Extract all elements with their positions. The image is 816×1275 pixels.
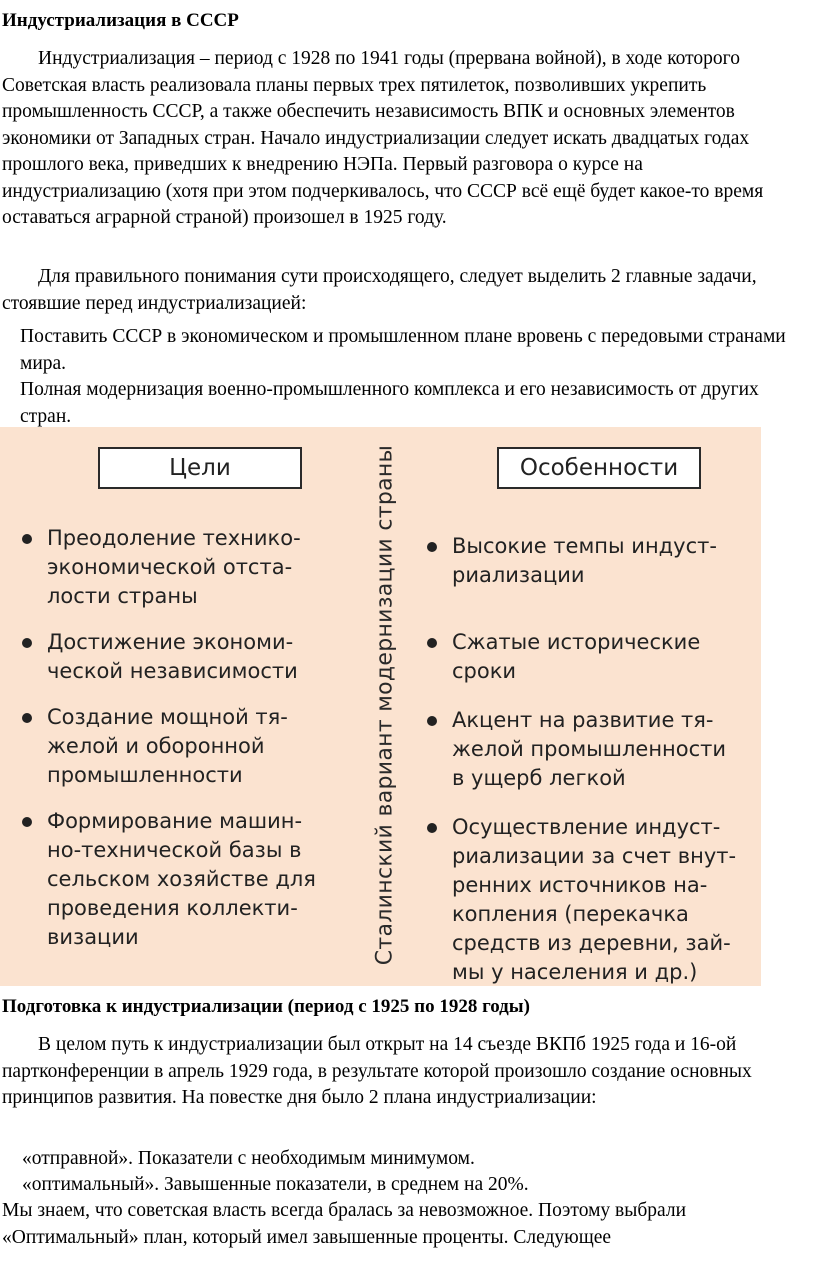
- intro-paragraph: Индустриализация – период с 1928 по 1941 годы (прервана войной), в ходе которого Советская власть реализовала планы первых трех пятилеток, позволивших укрепить промышленность СССР, а также обеспечить независимость ВПК и основных элементов экономики от Западных стран. Начало индустриализации следует искать двадцатых годах прошлого века, приведших к внедрению НЭПа. Первый разговора о курсе на индустриализацию (хотя при этом подчеркивалось, что СССР всё ещё будет какое-то время оставаться аграрной страной) произошел в 1925 году.: [2, 48, 764, 228]
- feature-item: Высокие темпы индуст- риализации: [425, 532, 755, 590]
- feature-item: Акцент на развитие тя- желой промышленности в ущерб легкой: [425, 706, 755, 793]
- page-title: Индустриализация в СССР: [2, 10, 239, 31]
- stalin-modernization-scheme: [0, 427, 761, 986]
- goal-item: Создание мощной тя- желой и оборонной промышленности: [20, 703, 350, 790]
- section2-title: Подготовка к индустриализации (период с 1925 по 1928 годы): [2, 996, 530, 1017]
- tasks-list: [20, 324, 810, 430]
- feature-item: Осуществление индуст- риализации за счет внут- ренних источников на- копления (перекачка средств из деревни, зай- мы у населения и др.): [425, 813, 755, 987]
- goal-item: Формирование машин- но-технической базы в сельском хозяйстве для проведения коллекти- визации: [20, 807, 350, 952]
- plan-item: «отправной». Показатели с необходимым минимумом.: [22, 1148, 475, 1169]
- section2-paragraph: В целом путь к индустриализации был открыт на 14 съезде ВКПб 1925 года и 16-ой партконференции в апрель 1929 года, в результате которой произошло создание основных принципов развития. На повестке дня было 2 плана индустриализации:: [2, 1034, 752, 1108]
- task-item: Поставить СССР в экономическом и промышленном плане вровень с передовыми странами мира.: [20, 326, 786, 374]
- goals-list: [20, 524, 350, 969]
- features-header: Особенности: [497, 447, 701, 489]
- goals-header: Цели: [98, 447, 302, 489]
- vertical-label-box: [368, 445, 402, 965]
- goal-item: Преодоление технико- экономической отста- лости страны: [20, 524, 350, 611]
- goal-item: Достижение экономи- ческой независимости: [20, 628, 350, 686]
- feature-item: Сжатые исторические сроки: [425, 628, 755, 686]
- closing-paragraph: Мы знаем, что советская власть всегда бралась за невозможное. Поэтому выбрали «Оптимальный» план, который имел завышенные проценты. Следующее: [2, 1200, 687, 1248]
- features-list: [425, 532, 755, 1007]
- task-item: Полная модернизация военно-промышленного комплекса и его независимость от других стран.: [20, 379, 759, 427]
- tasks-intro-paragraph: Для правильного понимания сути происходящего, следует выделить 2 главные задачи, стоявшие перед индустриализацией:: [2, 266, 757, 314]
- plan-item: «оптимальный». Завышенные показатели, в среднем на 20%.: [22, 1174, 529, 1195]
- vertical-label: Сталинский вариант модернизации страны: [372, 444, 398, 966]
- plans-list: [22, 1146, 529, 1198]
